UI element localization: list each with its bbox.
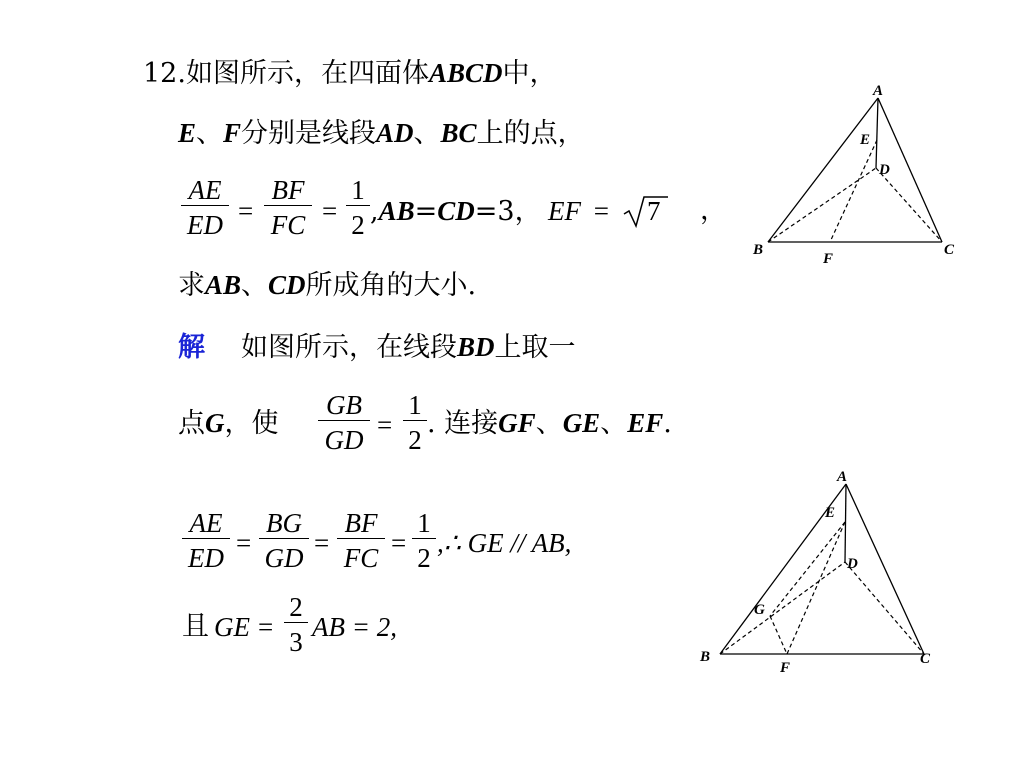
vertex-label-b: B <box>753 242 764 258</box>
vertex-label-e: E <box>825 505 836 521</box>
vertex-label-e: E <box>860 132 871 148</box>
equals-sign: = <box>322 196 338 226</box>
vertex-label-f: F <box>823 251 834 267</box>
sqrt-sign <box>622 194 670 230</box>
trailing-comma: ， <box>700 195 727 226</box>
vertex-label-b: B <box>700 649 711 665</box>
solution-line-2-pre: 点G，使 <box>178 408 279 439</box>
equals-sign: = <box>391 528 407 558</box>
solution-label: 解 <box>178 332 205 363</box>
ef-equation: EF = <box>548 196 609 226</box>
fraction-bf-fc: $\frac{BF}{FC}$ <box>264 175 312 240</box>
fraction-ae-ed: $\frac{AE}{ED}$ <box>181 175 229 240</box>
qie-label: 且 <box>182 611 209 642</box>
vertex-label-g: G <box>754 602 765 618</box>
fraction-gb-gd: $\frac{GB}{GD}$ <box>318 390 370 455</box>
fraction-one-half: $\frac{1}{2}$ <box>346 175 370 240</box>
problem-number: 12. <box>143 58 186 89</box>
equals-sign: = <box>377 410 393 440</box>
vertex-label-d: D <box>879 162 890 178</box>
vertex-label-c: C <box>920 651 931 667</box>
solution-line-1: 解 如图所示，在线段BD上取一 <box>178 332 576 363</box>
fraction-ae-ed: $\frac{AE}{ED}$ <box>182 508 230 573</box>
vertex-label-c: C <box>944 242 955 258</box>
problem-line-4: 求AB、CD所成角的大小. <box>178 270 477 301</box>
tetrahedron-figure-1 <box>748 82 968 272</box>
solution-line-2-post: . 连接GF、GE、EF. <box>427 408 672 439</box>
vertex-label-f: F <box>780 660 791 676</box>
equals-sign: = <box>236 528 252 558</box>
vertex-label-a: A <box>837 469 848 485</box>
fraction-one-half: $\frac{1}{2}$ <box>403 390 427 455</box>
ge-value: AB = 2, <box>312 612 397 642</box>
equals-sign: = <box>314 528 330 558</box>
condition-ab-cd: ,AB=CD=3， <box>370 196 542 227</box>
vertex-label-a: A <box>873 83 884 99</box>
fraction-bf-fc: $\frac{BF}{FC}$ <box>337 508 385 573</box>
problem-line-2: E、F分别是线段AD、BC上的点， <box>178 118 585 149</box>
ge-parallel-ab: ,∴ GE // AB, <box>437 528 572 558</box>
sqrt-value: 7 <box>647 196 661 226</box>
vertex-label-d: D <box>847 556 858 572</box>
ge-label: GE = <box>214 612 274 642</box>
fraction-two-thirds: $\frac{2}{3}$ <box>284 592 308 657</box>
equals-sign: = <box>238 196 254 226</box>
fraction-one-half: $\frac{1}{2}$ <box>412 508 436 573</box>
problem-line-1: 12.如图所示，在四面体ABCD中， <box>143 58 557 89</box>
tetrahedron-figure-2 <box>692 462 952 682</box>
fraction-bg-gd: $\frac{BG}{GD}$ <box>259 508 309 573</box>
